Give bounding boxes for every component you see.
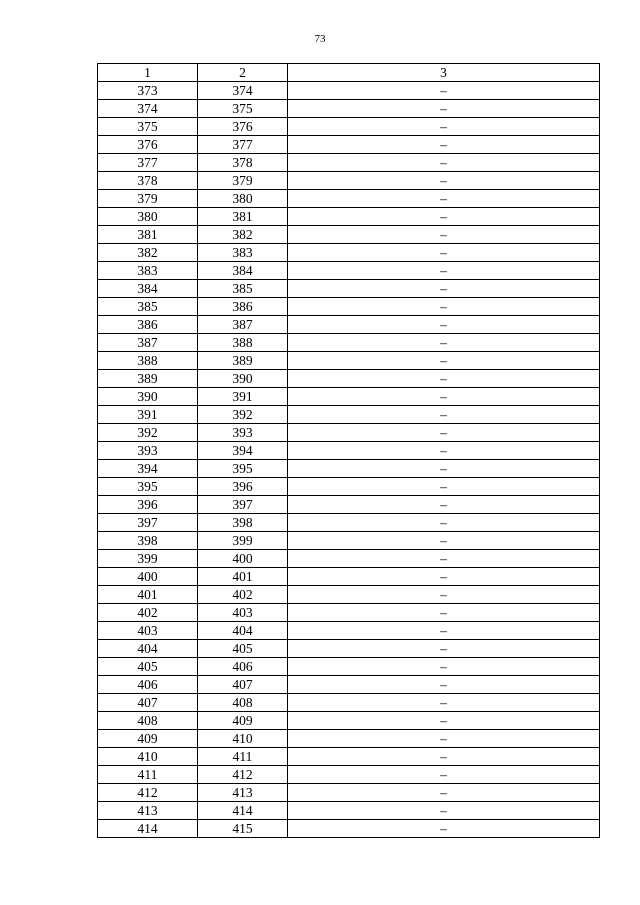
table-row [98,658,600,676]
table-cell-col-3: – [288,820,600,838]
table-row [98,784,600,802]
table-cell-col-3: – [288,316,600,334]
table-cell-col-2: 404 [198,622,288,640]
table-cell-col-2: 405 [198,640,288,658]
table-cell-col-1: 392 [98,424,198,442]
table-row [98,244,600,262]
table-cell-col-2: 414 [198,802,288,820]
table-cell-col-2: 402 [198,586,288,604]
table-cell-col-1: 391 [98,406,198,424]
table-cell-col-3: – [288,658,600,676]
table-row [98,154,600,172]
table-row [98,586,600,604]
table-cell-col-2: 392 [198,406,288,424]
table-row [98,478,600,496]
table-cell-col-3: – [288,190,600,208]
table-row [98,424,600,442]
table-body [98,82,600,838]
table-cell-col-1: 385 [98,298,198,316]
table-row [98,316,600,334]
table-cell-col-2: 397 [198,496,288,514]
table-row [98,100,600,118]
table-cell-col-3: – [288,460,600,478]
table-cell-col-1: 379 [98,190,198,208]
table-cell-col-2: 394 [198,442,288,460]
table-cell-col-1: 373 [98,82,198,100]
table-cell-col-3: – [288,730,600,748]
table-cell-col-1: 386 [98,316,198,334]
table-row [98,622,600,640]
table-cell-col-1: 412 [98,784,198,802]
table-cell-col-3: – [288,136,600,154]
table-cell-col-3: – [288,424,600,442]
table-cell-col-3: – [288,478,600,496]
table-cell-col-3: – [288,388,600,406]
table-cell-col-1: 405 [98,658,198,676]
table-cell-col-2: 403 [198,604,288,622]
table-cell-col-3: – [288,406,600,424]
table-cell-col-3: – [288,262,600,280]
table-row [98,190,600,208]
table-cell-col-3: – [288,514,600,532]
table-cell-col-2: 406 [198,658,288,676]
table-cell-col-2: 385 [198,280,288,298]
table-cell-col-2: 396 [198,478,288,496]
table-cell-col-3: – [288,622,600,640]
table-cell-col-2: 398 [198,514,288,532]
table-cell-col-1: 407 [98,694,198,712]
table-row [98,568,600,586]
table-cell-col-3: – [288,532,600,550]
table-cell-col-2: 374 [198,82,288,100]
table-row [98,406,600,424]
table-cell-col-2: 381 [198,208,288,226]
table-row [98,640,600,658]
table-row [98,514,600,532]
table-cell-col-2: 388 [198,334,288,352]
table-cell-col-2: 386 [198,298,288,316]
table-cell-col-2: 389 [198,352,288,370]
table-cell-col-2: 378 [198,154,288,172]
table-row [98,262,600,280]
data-table [97,63,600,838]
table-cell-col-1: 413 [98,802,198,820]
table-cell-col-1: 380 [98,208,198,226]
table-row [98,496,600,514]
table-header-row [98,64,600,82]
table-cell-col-2: 380 [198,190,288,208]
table-header [98,64,600,82]
table-cell-col-3: – [288,298,600,316]
table-cell-col-3: – [288,244,600,262]
table-cell-col-1: 374 [98,100,198,118]
table-cell-col-3: – [288,226,600,244]
table-row [98,694,600,712]
table-cell-col-1: 388 [98,352,198,370]
table-row [98,334,600,352]
table-cell-col-3: – [288,766,600,784]
table-cell-col-3: – [288,442,600,460]
table-row [98,802,600,820]
table-cell-col-1: 414 [98,820,198,838]
table-row [98,532,600,550]
table-cell-col-1: 404 [98,640,198,658]
table-cell-col-1: 390 [98,388,198,406]
table-row [98,604,600,622]
table-row [98,298,600,316]
column-header-3: 3 [288,64,600,82]
table-cell-col-1: 384 [98,280,198,298]
table-cell-col-2: 408 [198,694,288,712]
table-cell-col-1: 387 [98,334,198,352]
table-cell-col-3: – [288,352,600,370]
table-cell-col-2: 410 [198,730,288,748]
table-cell-col-3: – [288,118,600,136]
table-cell-col-3: – [288,172,600,190]
table-cell-col-2: 383 [198,244,288,262]
table-cell-col-1: 403 [98,622,198,640]
table-cell-col-2: 391 [198,388,288,406]
table-row [98,730,600,748]
table-row [98,118,600,136]
table-cell-col-3: – [288,550,600,568]
table-row [98,352,600,370]
column-header-1: 1 [98,64,198,82]
table-row [98,172,600,190]
table-cell-col-2: 412 [198,766,288,784]
table-cell-col-1: 382 [98,244,198,262]
table-cell-col-1: 377 [98,154,198,172]
table-row [98,370,600,388]
table-cell-col-3: – [288,334,600,352]
table-row [98,712,600,730]
table-cell-col-1: 376 [98,136,198,154]
table-cell-col-2: 413 [198,784,288,802]
table-cell-col-1: 394 [98,460,198,478]
table-cell-col-3: – [288,604,600,622]
table-cell-col-1: 400 [98,568,198,586]
table-cell-col-2: 399 [198,532,288,550]
table-row [98,82,600,100]
table-cell-col-1: 389 [98,370,198,388]
table-cell-col-3: – [288,712,600,730]
table-cell-col-2: 415 [198,820,288,838]
table-cell-col-1: 402 [98,604,198,622]
table-cell-col-2: 409 [198,712,288,730]
table-cell-col-1: 383 [98,262,198,280]
table-cell-col-2: 393 [198,424,288,442]
table-cell-col-1: 399 [98,550,198,568]
table-row [98,442,600,460]
table-cell-col-1: 398 [98,532,198,550]
table-cell-col-2: 379 [198,172,288,190]
table-cell-col-2: 375 [198,100,288,118]
table-cell-col-3: – [288,784,600,802]
table-cell-col-2: 384 [198,262,288,280]
table-cell-col-3: – [288,280,600,298]
table-cell-col-3: – [288,748,600,766]
table-cell-col-3: – [288,640,600,658]
table-row [98,766,600,784]
table-cell-col-3: – [288,802,600,820]
table-cell-col-1: 401 [98,586,198,604]
page-number: 73 [314,33,326,45]
table-row [98,136,600,154]
table-row [98,280,600,298]
table-row [98,676,600,694]
table-cell-col-1: 397 [98,514,198,532]
table-cell-col-3: – [288,694,600,712]
table-cell-col-2: 387 [198,316,288,334]
table-cell-col-3: – [288,496,600,514]
table-cell-col-3: – [288,586,600,604]
table-row [98,460,600,478]
table-row [98,388,600,406]
table-cell-col-3: – [288,208,600,226]
table-cell-col-1: 409 [98,730,198,748]
table-cell-col-1: 395 [98,478,198,496]
table-cell-col-2: 377 [198,136,288,154]
table-cell-col-3: – [288,370,600,388]
table-row [98,226,600,244]
table-row [98,820,600,838]
table-cell-col-1: 393 [98,442,198,460]
table-cell-col-3: – [288,100,600,118]
table-cell-col-2: 411 [198,748,288,766]
table-cell-col-3: – [288,676,600,694]
table-cell-col-3: – [288,154,600,172]
table-cell-col-1: 375 [98,118,198,136]
table-cell-col-1: 396 [98,496,198,514]
table-cell-col-1: 410 [98,748,198,766]
table-cell-col-1: 406 [98,676,198,694]
table-cell-col-2: 382 [198,226,288,244]
table-cell-col-2: 407 [198,676,288,694]
table-cell-col-1: 408 [98,712,198,730]
table-row [98,208,600,226]
table-cell-col-2: 400 [198,550,288,568]
table-cell-col-2: 390 [198,370,288,388]
column-header-2: 2 [198,64,288,82]
table-row [98,550,600,568]
table-cell-col-2: 395 [198,460,288,478]
table-cell-col-1: 411 [98,766,198,784]
table-row [98,748,600,766]
table-cell-col-1: 381 [98,226,198,244]
table-cell-col-2: 376 [198,118,288,136]
table-cell-col-2: 401 [198,568,288,586]
table-cell-col-3: – [288,82,600,100]
table-cell-col-3: – [288,568,600,586]
table-cell-col-1: 378 [98,172,198,190]
